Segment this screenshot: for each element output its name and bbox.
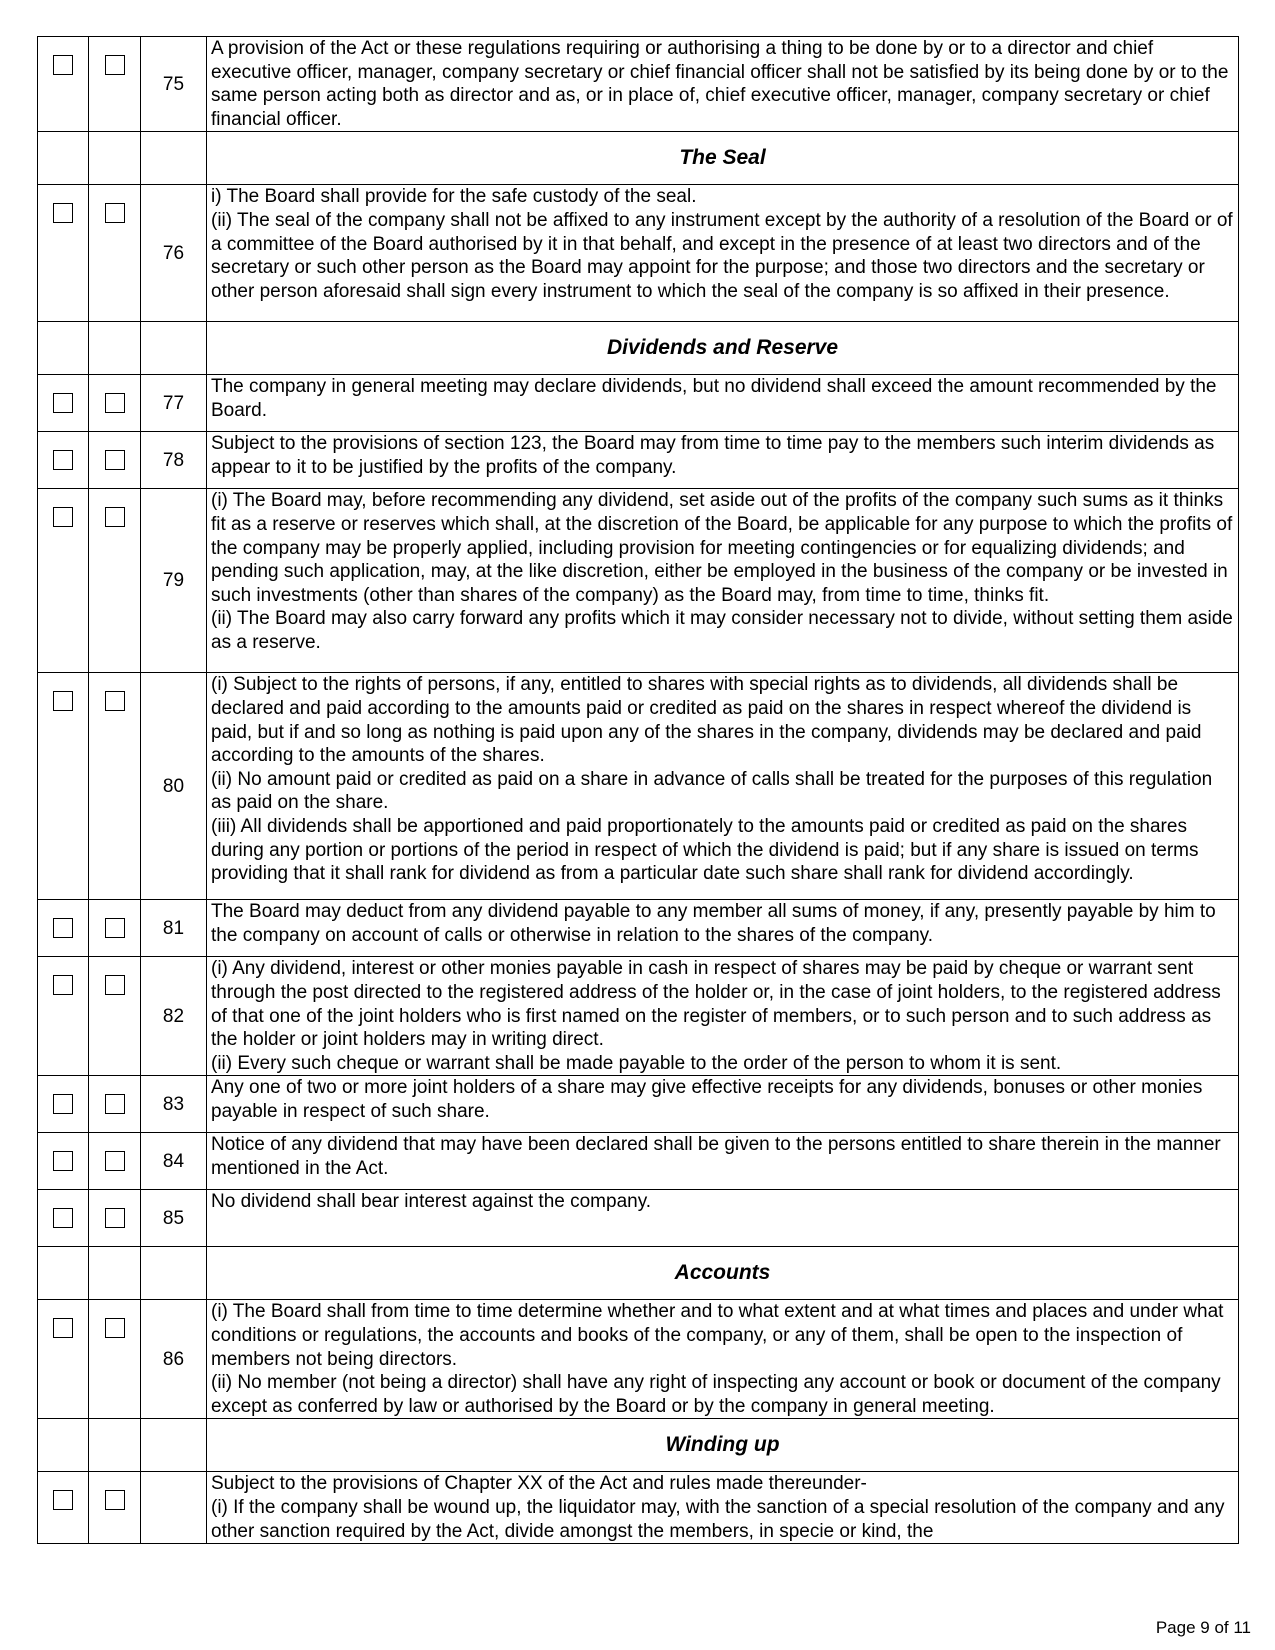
section-heading-row	[38, 1247, 1239, 1300]
clause-text: The company in general meeting may declare dividends, but no dividend shall exceed the amount recommended by the Board.	[207, 375, 1239, 432]
clause-row-80	[38, 673, 1239, 900]
checkbox-cell-1	[38, 37, 89, 132]
clause-number: 86	[141, 1300, 207, 1419]
empty-cell	[38, 1419, 89, 1472]
regulations-table	[37, 36, 1239, 1544]
section-heading: Accounts	[207, 1247, 1239, 1300]
checkbox-1[interactable]	[53, 1318, 73, 1338]
clause-number: 84	[141, 1133, 207, 1190]
empty-cell	[141, 1419, 207, 1472]
clause-text: i) The Board shall provide for the safe custody of the seal. (ii) The seal of the company shall not be affixed to any instrument except by the authority of a resolution of the Board or of a committee of the Board authorised by it in that behalf, and except in the presence of at least two directors and of the secretary or such other person as the Board may appoint for the purpose; and those two directors and the secretary or other person aforesaid shall sign every instrument to which the seal of the company is so affixed in their presence.	[207, 185, 1239, 322]
clause-row-78	[38, 432, 1239, 489]
checkbox-cell-1	[38, 185, 89, 322]
checkbox-cell-1	[38, 957, 89, 1076]
section-heading: Winding up	[207, 1419, 1239, 1472]
checkbox-2[interactable]	[105, 975, 125, 995]
section-heading-row	[38, 322, 1239, 375]
clause-row-84	[38, 1133, 1239, 1190]
checkbox-2[interactable]	[105, 450, 125, 470]
checkbox-cell-1	[38, 1133, 89, 1190]
clause-row-86	[38, 1300, 1239, 1419]
checkbox-2[interactable]	[105, 55, 125, 75]
checkbox-cell-1	[38, 432, 89, 489]
checkbox-2[interactable]	[105, 203, 125, 223]
checkbox-cell-2	[89, 375, 141, 432]
clause-row-81	[38, 900, 1239, 957]
clause-text: (i) Subject to the rights of persons, if any, entitled to shares with special rights as to dividends, all dividends shall be declared and paid according to the amounts paid or credited as paid on the shares in respect whereof the dividend is paid, but if and so long as nothing is paid upon any of the shares in the company, dividends may be declared and paid according to the amounts of the shares. (ii) No amount paid or credited as paid on a share in advance of calls shall be treated for the purposes of this regulation as paid on the share. (iii) All dividends shall be apportioned and paid proportionately to the amounts paid or credited as paid on the shares during any portion or portions of the period in respect of which the dividend is paid; but if any share is issued on terms providing that it shall rank for dividend as from a particular date such share shall rank for dividend accordingly.	[207, 673, 1239, 900]
checkbox-1[interactable]	[53, 975, 73, 995]
checkbox-2[interactable]	[105, 1490, 125, 1510]
clause-row-winding-up	[38, 1472, 1239, 1544]
checkbox-cell-2	[89, 1190, 141, 1247]
page-number: Page 9 of 11	[1155, 1618, 1251, 1637]
checkbox-1[interactable]	[53, 1151, 73, 1171]
checkbox-1[interactable]	[53, 1490, 73, 1510]
checkbox-cell-2	[89, 957, 141, 1076]
checkbox-2[interactable]	[105, 918, 125, 938]
empty-cell	[141, 132, 207, 185]
checkbox-1[interactable]	[53, 918, 73, 938]
clause-text: The Board may deduct from any dividend payable to any member all sums of money, if any, presently payable by him to the company on account of calls or otherwise in relation to the shares of the company.	[207, 900, 1239, 957]
clause-text: No dividend shall bear interest against the company.	[207, 1190, 1239, 1247]
clause-number: 82	[141, 957, 207, 1076]
clause-text: Subject to the provisions of section 123, the Board may from time to time pay to the members such interim dividends as appear to it to be justified by the profits of the company.	[207, 432, 1239, 489]
checkbox-1[interactable]	[53, 691, 73, 711]
checkbox-cell-2	[89, 1472, 141, 1544]
checkbox-1[interactable]	[53, 507, 73, 527]
checkbox-2[interactable]	[105, 1094, 125, 1114]
clause-number: 81	[141, 900, 207, 957]
empty-cell	[38, 322, 89, 375]
checkbox-1[interactable]	[53, 55, 73, 75]
clause-text: (i) The Board shall from time to time determine whether and to what extent and at what times and places and under what conditions or regulations, the accounts and books of the company, or any of them, shall be open to the inspection of members not being directors. (ii) No member (not being a director) shall have any right of inspecting any account or book or document of the company except as conferred by law or authorised by the Board or by the company in general meeting.	[207, 1300, 1239, 1419]
clause-row-76	[38, 185, 1239, 322]
checkbox-1[interactable]	[53, 450, 73, 470]
checkbox-1[interactable]	[53, 393, 73, 413]
clause-row-77	[38, 375, 1239, 432]
empty-cell	[38, 132, 89, 185]
clause-row-82	[38, 957, 1239, 1076]
checkbox-2[interactable]	[105, 507, 125, 527]
checkbox-cell-2	[89, 37, 141, 132]
clause-number: 76	[141, 185, 207, 322]
empty-cell	[141, 1247, 207, 1300]
clause-number: 78	[141, 432, 207, 489]
empty-cell	[38, 1247, 89, 1300]
checkbox-cell-2	[89, 489, 141, 673]
checkbox-cell-2	[89, 673, 141, 900]
section-heading-row	[38, 132, 1239, 185]
checkbox-2[interactable]	[105, 1151, 125, 1171]
checkbox-cell-2	[89, 1133, 141, 1190]
regulations-table-body	[38, 37, 1239, 1544]
checkbox-cell-1	[38, 1300, 89, 1419]
checkbox-1[interactable]	[53, 203, 73, 223]
clause-text: A provision of the Act or these regulations requiring or authorising a thing to be done by or to a director and chief executive officer, manager, company secretary or chief financial officer shall not be satisfied by its being done by or to the same person acting both as director and as, or in place of, chief executive officer, manager, company secretary or chief financial officer.	[207, 37, 1239, 132]
clause-row-79	[38, 489, 1239, 673]
clause-number: 80	[141, 673, 207, 900]
clause-number	[141, 1472, 207, 1544]
checkbox-cell-1	[38, 375, 89, 432]
empty-cell	[89, 132, 141, 185]
checkbox-2[interactable]	[105, 393, 125, 413]
checkbox-2[interactable]	[105, 1208, 125, 1228]
clause-text: Subject to the provisions of Chapter XX of the Act and rules made thereunder- (i) If the company shall be wound up, the liquidator may, with the sanction of a special resolution of the company and any other sanction required by the Act, divide amongst the members, in specie or kind, the	[207, 1472, 1239, 1544]
clause-text: Notice of any dividend that may have been declared shall be given to the persons entitled to share therein in the manner mentioned in the Act.	[207, 1133, 1239, 1190]
checkbox-cell-2	[89, 1300, 141, 1419]
clause-number: 79	[141, 489, 207, 673]
section-heading: Dividends and Reserve	[207, 322, 1239, 375]
clause-text: (i) Any dividend, interest or other monies payable in cash in respect of shares may be paid by cheque or warrant sent through the post directed to the registered address of the holder or, in the case of joint holders, to the registered address of that one of the joint holders who is first named on the register of members, or to such person and to such address as the holder or joint holders may in writing direct. (ii) Every such cheque or warrant shall be made payable to the order of the person to whom it is sent.	[207, 957, 1239, 1076]
section-heading: The Seal	[207, 132, 1239, 185]
checkbox-cell-1	[38, 1472, 89, 1544]
checkbox-cell-1	[38, 1076, 89, 1133]
checkbox-cell-2	[89, 900, 141, 957]
checkbox-2[interactable]	[105, 1318, 125, 1338]
clause-number: 83	[141, 1076, 207, 1133]
clause-number: 85	[141, 1190, 207, 1247]
empty-cell	[89, 1247, 141, 1300]
checkbox-cell-2	[89, 432, 141, 489]
clause-text: Any one of two or more joint holders of a share may give effective receipts for any dividends, bonuses or other monies payable in respect of such share.	[207, 1076, 1239, 1133]
section-heading-row	[38, 1419, 1239, 1472]
clause-text: (i) The Board may, before recommending any dividend, set aside out of the profits of the company such sums as it thinks fit as a reserve or reserves which shall, at the discretion of the Board, be applicable for any purpose to which the profits of the company may be properly applied, including provision for meeting contingencies or for equalizing dividends; and pending such application, may, at the like discretion, either be employed in the business of the company or be invested in such investments (other than shares of the company) as the Board may, from time to time, thinks fit. (ii) The Board may also carry forward any profits which it may consider necessary not to divide, without setting them aside as a reserve.	[207, 489, 1239, 673]
empty-cell	[89, 1419, 141, 1472]
checkbox-1[interactable]	[53, 1208, 73, 1228]
checkbox-cell-1	[38, 489, 89, 673]
checkbox-cell-2	[89, 185, 141, 322]
checkbox-1[interactable]	[53, 1094, 73, 1114]
clause-number: 75	[141, 37, 207, 132]
clause-row-75	[38, 37, 1239, 132]
checkbox-cell-1	[38, 673, 89, 900]
checkbox-cell-2	[89, 1076, 141, 1133]
clause-number: 77	[141, 375, 207, 432]
clause-row-85	[38, 1190, 1239, 1247]
checkbox-cell-1	[38, 900, 89, 957]
clause-row-83	[38, 1076, 1239, 1133]
empty-cell	[89, 322, 141, 375]
checkbox-2[interactable]	[105, 691, 125, 711]
empty-cell	[141, 322, 207, 375]
checkbox-cell-1	[38, 1190, 89, 1247]
